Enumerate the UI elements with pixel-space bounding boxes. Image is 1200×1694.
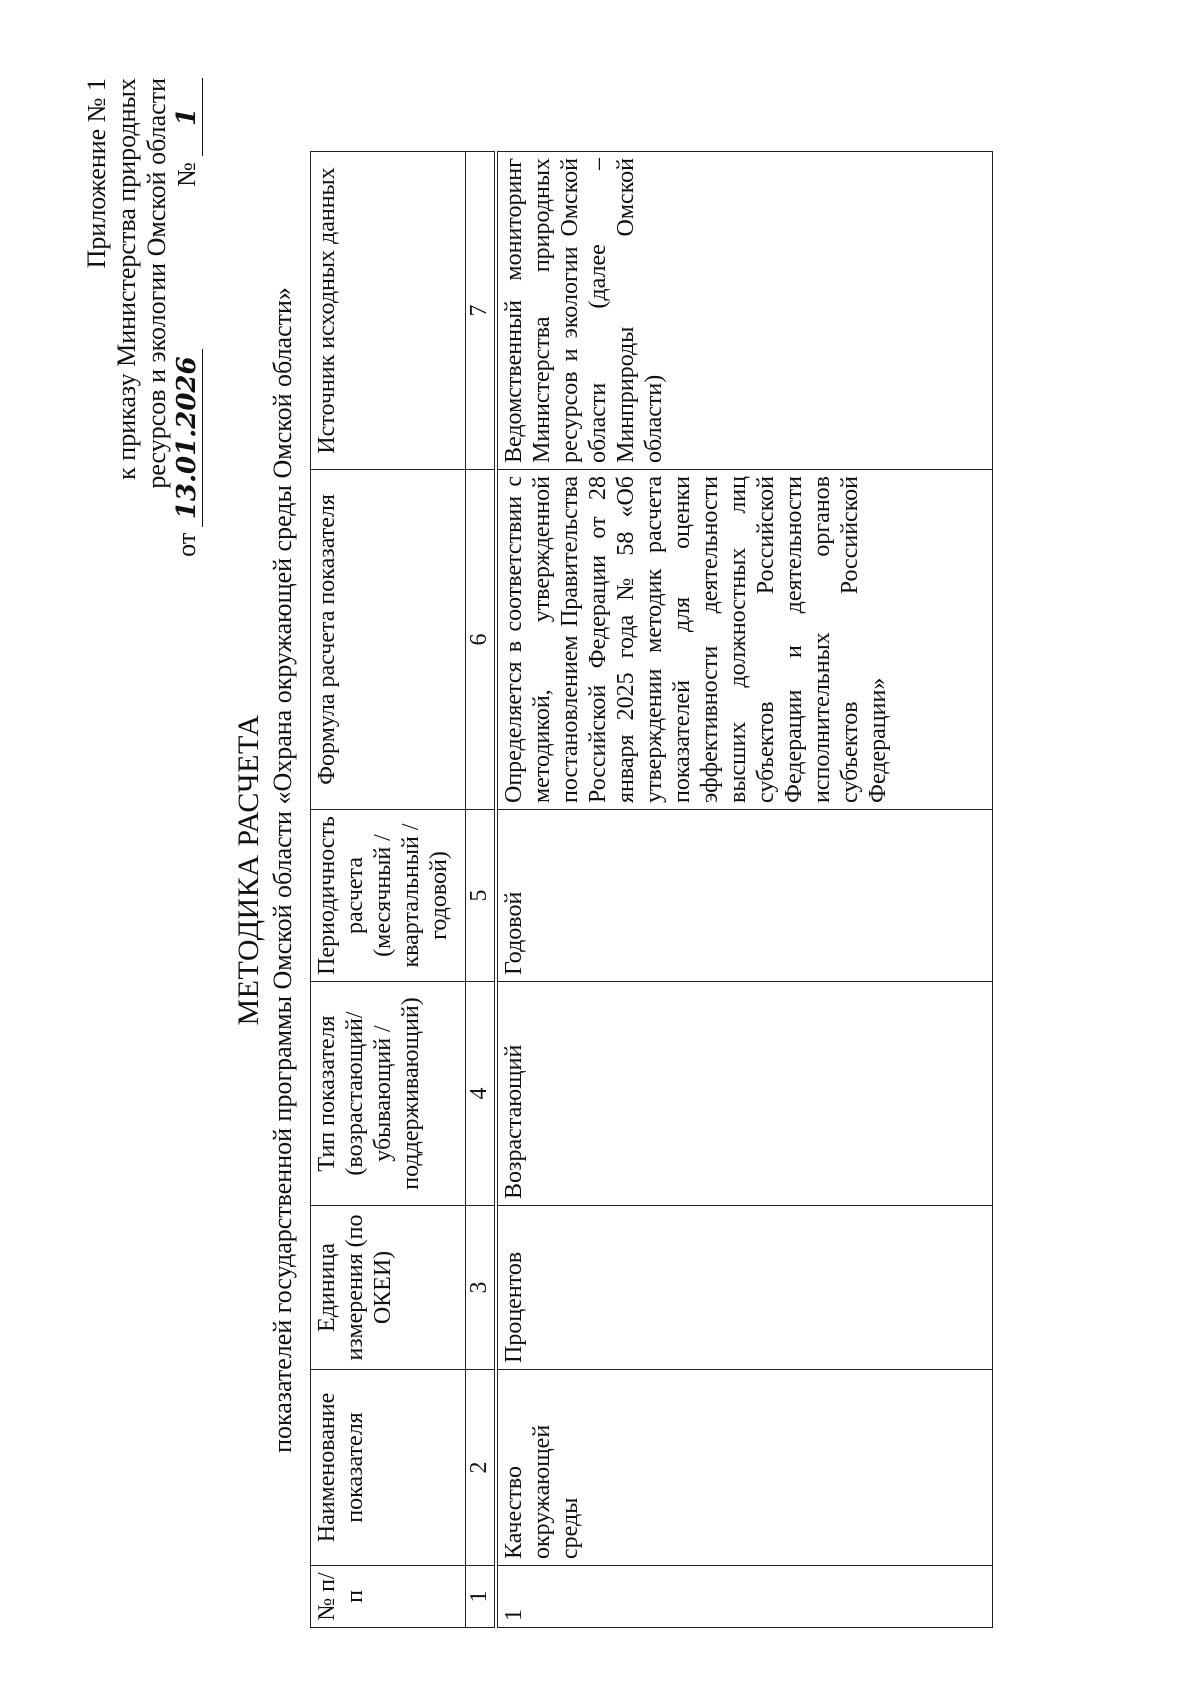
column-number: 7: [466, 152, 497, 470]
column-number: 4: [466, 982, 497, 1206]
cell-source: Ведомственный мониторинг Министерства природных ресурсов и экологии Омской области (далее – Минприроды Омской области): [496, 152, 993, 470]
annex-header: [82, 78, 203, 638]
table-row: [496, 152, 993, 1628]
header-source: Источник исходных данных: [311, 152, 466, 470]
annex-number: Приложение № 1: [82, 78, 111, 269]
cell-formula: Определяется в соответствии с методикой, утвержденной постановлением Правительства Российской Федерации от 28 января 2025 года № 58 «Об утверждении методик расчета показателей для оценки эффективности деятельности высших должностных лиц субъектов Российской Федерации и деятельности исполнительных органов субъектов Российской Федерации»: [496, 470, 993, 810]
cell-type: Возрастающий: [496, 982, 993, 1206]
document-page: [80, 40, 1120, 1640]
column-number: 2: [466, 1370, 497, 1566]
number-label: №: [172, 162, 201, 187]
column-number: 3: [466, 1206, 497, 1370]
page-title: МЕТОДИКА РАСЧЕТА: [232, 714, 265, 1026]
from-label: от: [172, 532, 201, 557]
handwritten-number: 1: [172, 78, 203, 156]
cell-unit: Процентов: [496, 1206, 993, 1370]
annex-order-line: к приказу Министерства природных: [112, 78, 141, 480]
header-formula: Формула расчета показателя: [311, 470, 466, 810]
methodology-table: [310, 151, 993, 1628]
header-num: № п/п: [311, 1566, 466, 1628]
column-number: 1: [466, 1566, 497, 1628]
cell-name: Качество окружающей среды: [496, 1370, 993, 1566]
column-number: 6: [466, 470, 497, 810]
annex-ministry-line: ресурсов и экологии Омской области: [142, 78, 171, 489]
header-unit: Единица измерения (по ОКЕИ): [311, 1206, 466, 1370]
table-header-row: [311, 152, 466, 1628]
annex-date-number-row: [172, 78, 203, 638]
cell-periodicity: Годовой: [496, 810, 993, 982]
header-periodicity: Периодичность расчета (месячный / квартальный / годовой): [311, 810, 466, 982]
cell-num: 1: [496, 1566, 993, 1628]
column-number-row: [466, 152, 497, 1628]
column-number: 5: [466, 810, 497, 982]
handwritten-date: 13.01.2026: [172, 349, 203, 527]
header-type: Тип показателя (возрастающий/ убывающий / поддерживающий): [311, 982, 466, 1206]
header-name: Наименование показателя: [311, 1370, 466, 1566]
page-subtitle: показателей государственной программы Омской области «Охрана окружающей среды Омской области»: [268, 287, 297, 1453]
